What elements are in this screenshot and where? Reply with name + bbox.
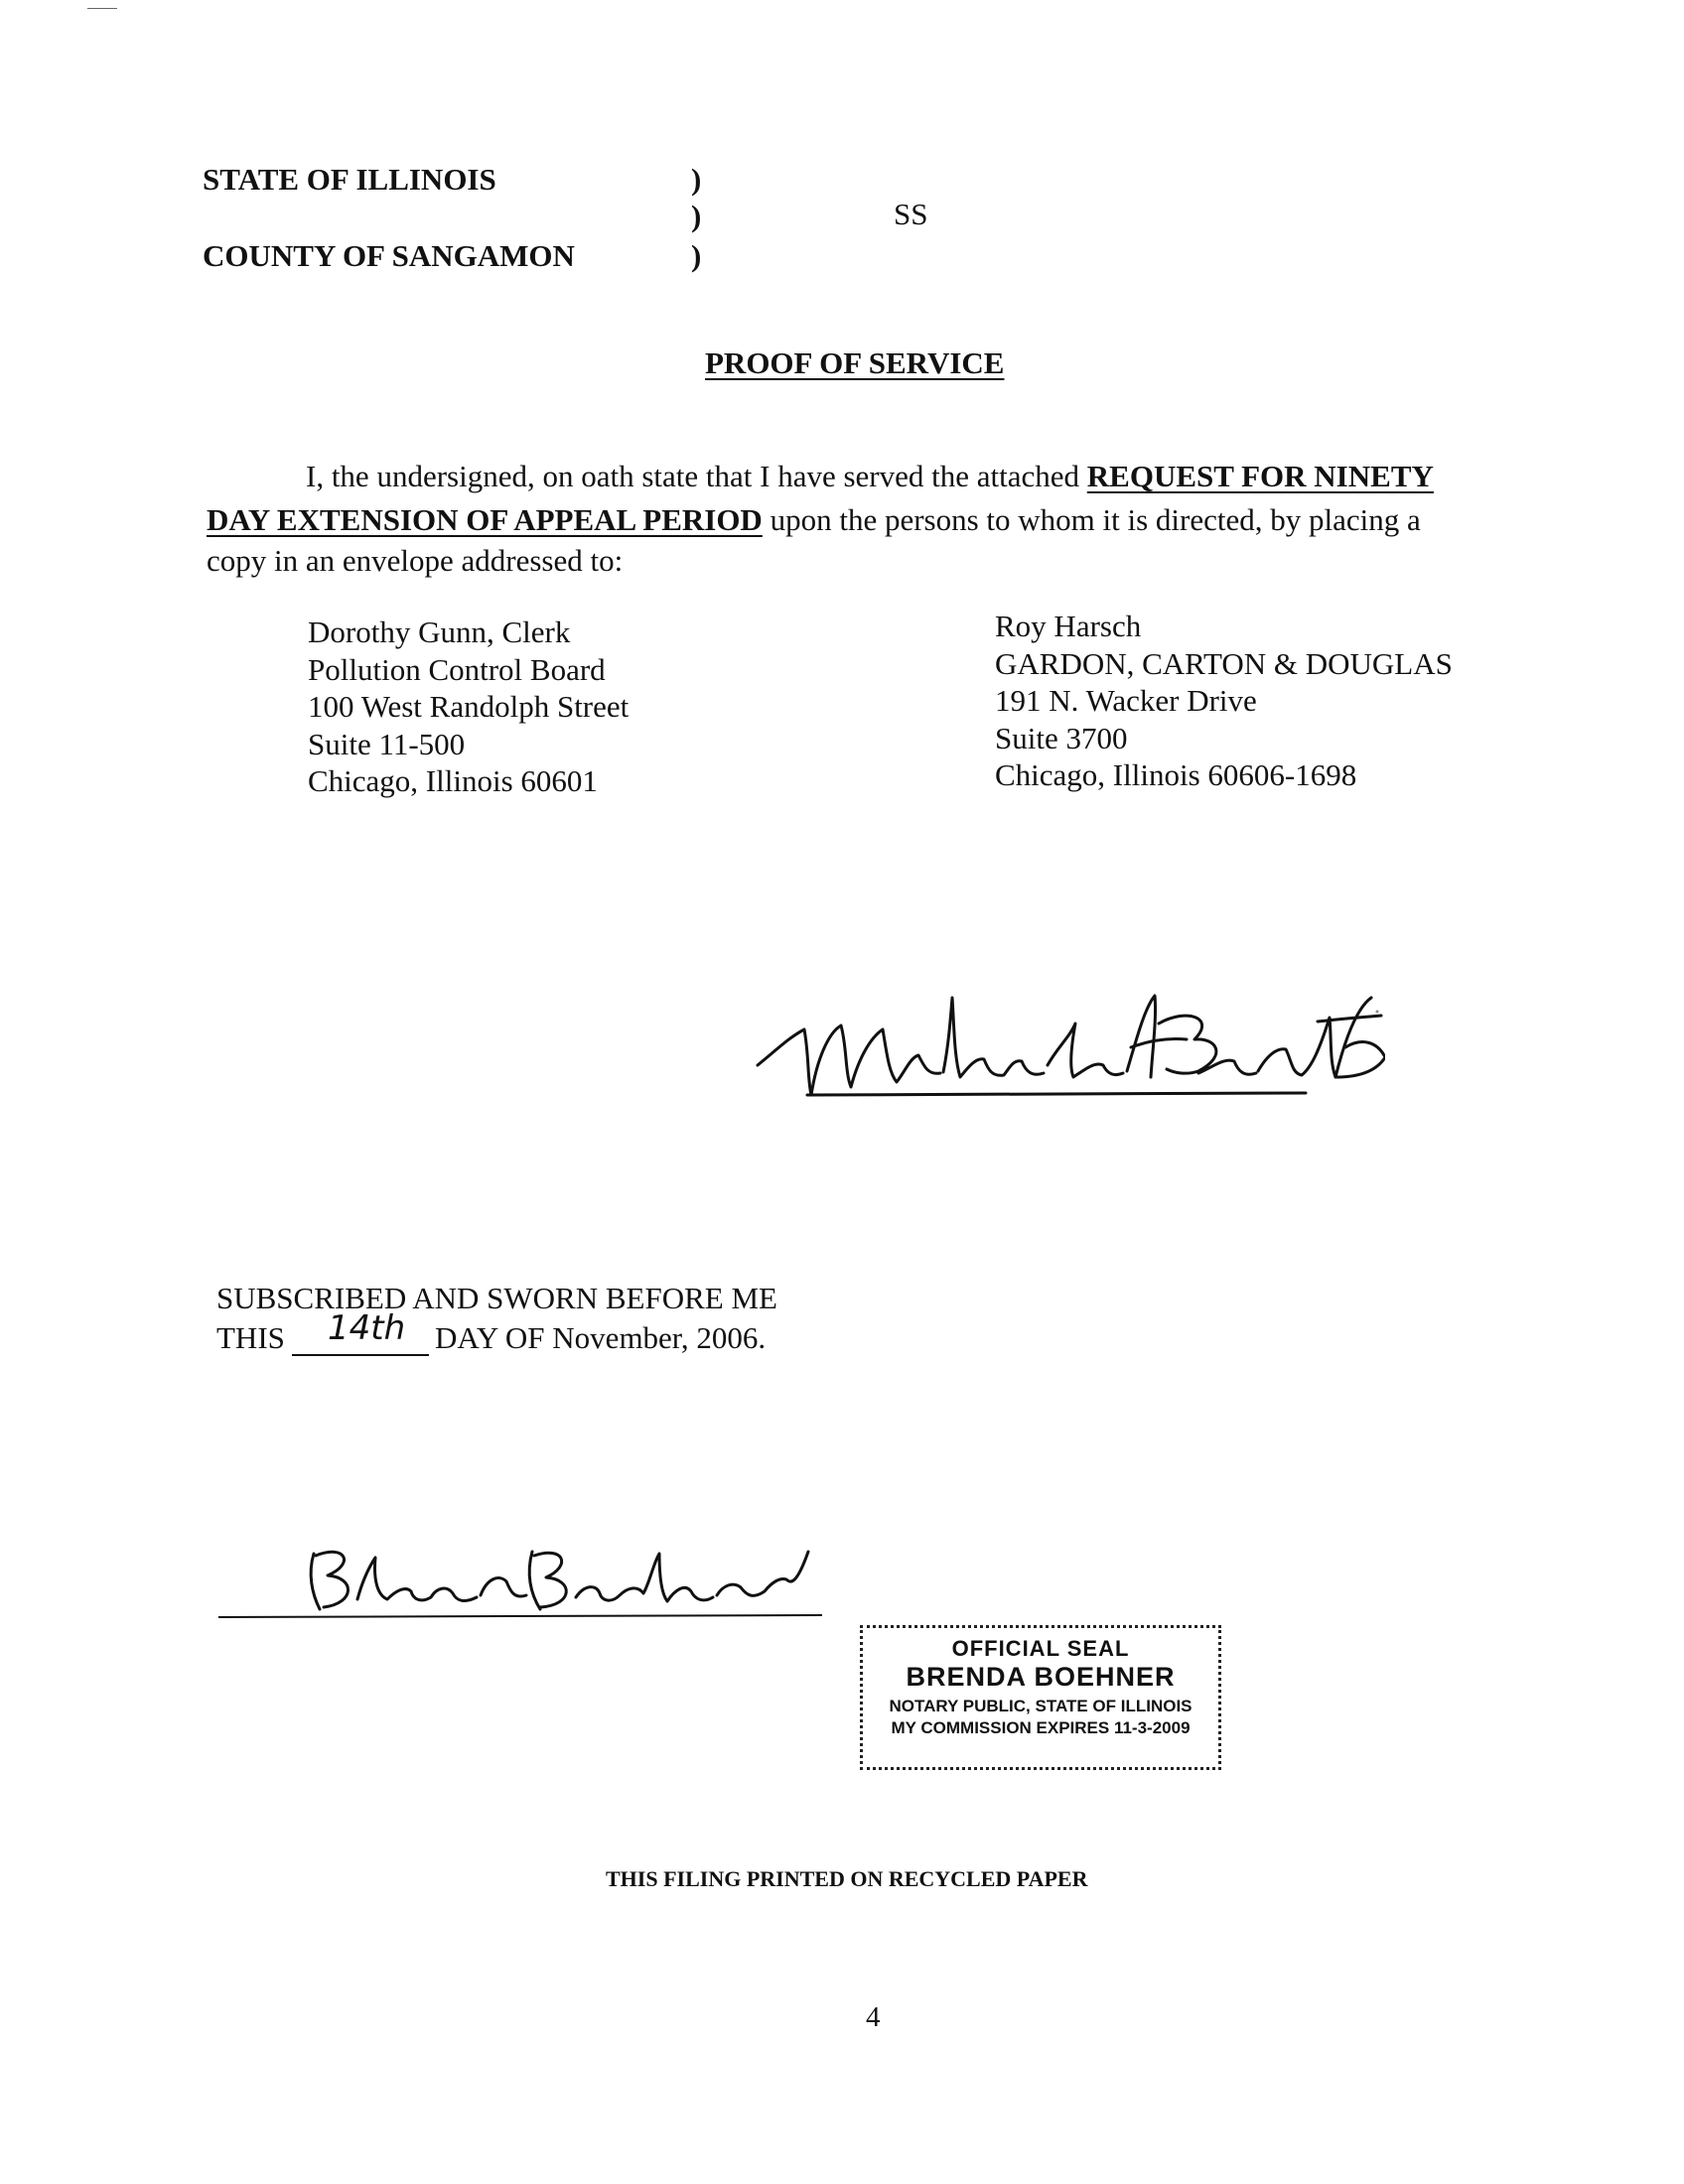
seal-notary-name: BRENDA BOEHNER [906,1662,1176,1692]
jurat-date-rest: DAY OF November, 2006. [435,1320,767,1355]
day-blank-line [292,1354,429,1356]
recipient-organization: GARDON, CARTON & DOUGLAS [995,645,1453,681]
recipient-organization: Pollution Control Board [308,651,606,687]
recipient-address [308,614,629,800]
document-title: PROOF OF SERVICE [705,345,1005,380]
body-line-1 [306,459,1434,494]
handwritten-day: 14th [328,1308,406,1348]
recipient-name: Dorothy Gunn, Clerk [308,614,571,649]
venue-paren: ) [691,162,702,197]
affiant-signature [750,978,1385,1112]
jurat-this: THIS [216,1320,285,1355]
venue-paren: ) [691,238,702,273]
seal-heading: OFFICIAL SEAL [951,1636,1130,1661]
body-intro: I, the undersigned, on oath state that I have served the attached [306,459,1087,493]
jurat-line-1: SUBSCRIBED AND SWORN BEFORE ME [216,1281,777,1315]
venue-state: STATE OF ILLINOIS [203,162,496,197]
recycled-paper-notice: THIS FILING PRINTED ON RECYCLED PAPER [606,1866,1088,1891]
recipient-address [995,608,1453,794]
body-line-2 [207,502,1421,538]
recipient-city: Chicago, Illinois 60606-1698 [995,757,1357,792]
seal-notary-state: NOTARY PUBLIC, STATE OF ILLINOIS [889,1697,1193,1715]
recipient-suite: Suite 11-500 [308,726,466,761]
notary-signature [216,1534,832,1623]
recipient-suite: Suite 3700 [995,720,1128,755]
official-seal-stamp [860,1625,1221,1770]
served-document-title-1: REQUEST FOR NINETY [1086,459,1434,493]
recipient-city: Chicago, Illinois 60601 [308,763,598,798]
seal-commission-expiry: MY COMMISSION EXPIRES 11-3-2009 [891,1718,1191,1737]
jurat-line-2 [216,1320,285,1356]
body-line-3: copy in an envelope addressed to: [207,543,624,578]
scan-artifact [87,8,117,9]
recipient-street: 100 West Randolph Street [308,689,630,724]
venue-county: COUNTY OF SANGAMON [203,238,575,273]
body-after-title: upon the persons to whom it is directed, by placing a [762,502,1421,537]
venue-ss: SS [894,197,928,231]
page-number: 4 [866,2001,881,2033]
venue-paren: ) [691,199,702,233]
served-document-title-2: DAY EXTENSION OF APPEAL PERIOD [207,502,763,537]
recipient-name: Roy Harsch [995,609,1142,643]
recipient-street: 191 N. Wacker Drive [995,683,1257,718]
